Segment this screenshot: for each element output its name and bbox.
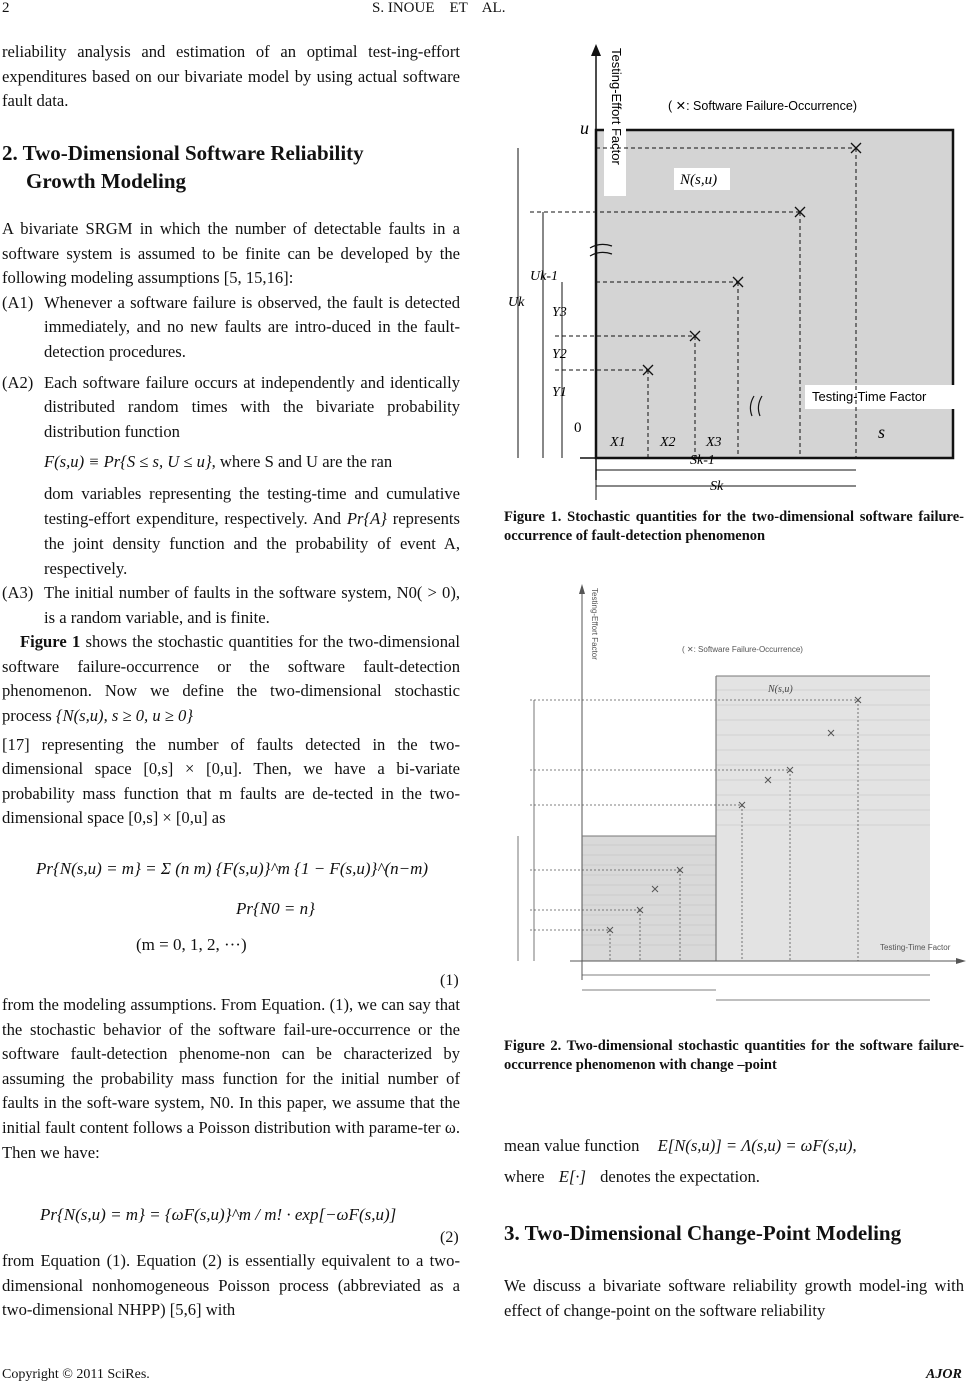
page-number: 2 xyxy=(2,0,10,16)
fig1-x-axis-label: Testing-Time Factor xyxy=(812,389,927,404)
footer-journal: AJOR xyxy=(926,1367,962,1382)
section3-para: We discuss a bivariate software reliability growth model-ing with effect of change-point on the software reliability xyxy=(504,1276,964,1320)
eq2-number: (2) xyxy=(440,1229,459,1246)
figure2-diagram xyxy=(500,580,966,1025)
fig2-y-axis-label: Testing-Effort Factor xyxy=(590,588,599,660)
where-lead: where xyxy=(504,1167,545,1186)
mean-value-line: mean value function E[N(s,u)] = Λ(s,u) = ωF(s,u), xyxy=(504,1136,857,1155)
section2-heading-line1: 2. Two-Dimensional Software Reliability xyxy=(2,141,364,165)
fig1-legend: ( ✕: Software Failure-Occurrence) xyxy=(668,99,857,113)
fig1-s: s xyxy=(878,422,886,442)
running-title: S. INOUE ET AL. xyxy=(372,0,506,16)
a3-label: (A3) xyxy=(2,582,34,602)
intro-paragraph: reliability analysis and estimation of an optimal test-ing-effort expenditures based on our bivariate model by using actual software fault data. xyxy=(2,42,460,111)
a2-formula2: Pr{A} xyxy=(346,508,387,528)
eq1-number: (1) xyxy=(440,972,459,989)
fig2-x-arrow-icon xyxy=(956,958,966,964)
mean-formula: E[N(s,u)] = Λ(s,u) = ωF(s,u) xyxy=(657,1136,853,1155)
section2-para1: A bivariate SRGM in which the number of detectable faults in a software system is assumed to be finite can be developed by the following modeling assumptions [5, 15,16]: xyxy=(2,219,460,288)
a2-formula: F(s,u) ≡ Pr{S ≤ s, U ≤ u} xyxy=(44,452,212,472)
left-column xyxy=(2,40,460,114)
section2-para3: from the modeling assumptions. From Equation. (1), we can say that the stochastic behavior of the software fail-ure-occurrence or the software fault-detection phenome-non can be characterized by assuming the probability mass function for the initial number of faults in the soft-ware system, N0. In this paper, we assume that the initial fault content follows a Poisson distribution with parame-ter ω. Then we have: xyxy=(2,995,460,1162)
a2-text: Each software failure occurs at independently and identically distributed random times with the bivariate probability distribution function xyxy=(44,372,460,441)
a1-text: Whenever a software failure is observed, the fault is detected immediately, and no new faults are intro-duced in the fault-detection procedures. xyxy=(44,292,460,361)
fig2-y-arrow-icon xyxy=(579,584,585,594)
assumption-a2 xyxy=(2,371,460,581)
a2-cont: , where S and U are the ran xyxy=(211,452,393,472)
a1-label: (A1) xyxy=(2,292,34,312)
fig1-x3: X3 xyxy=(706,435,722,450)
fig2-region-label: N(s,u) xyxy=(768,684,793,695)
fig1-x2: X2 xyxy=(660,435,676,450)
figure2-caption: Figure 2. Two-dimensional stochastic quantities for the software failure-occurrence phenomenon with change –point xyxy=(504,1038,964,1073)
para2-formula: {N(s,u), s ≥ 0, u ≥ 0} xyxy=(55,705,193,725)
assumption-a1 xyxy=(2,291,460,365)
eq1-line3: (m = 0, 1, 2, ···) xyxy=(136,935,247,954)
equation-2: Pr{N(s,u) = m} = {ωF(s,u)}^m / m! · exp[−ωF(s,u)] xyxy=(40,1205,397,1224)
mean-lead: mean value function xyxy=(504,1136,640,1155)
section2-heading-line2: Growth Modeling xyxy=(26,169,187,193)
fig1-y-axis-label: Testing-Effort Factor xyxy=(609,48,624,165)
fig1-origin: 0 xyxy=(574,420,582,436)
fig1-uk: Uk xyxy=(508,295,525,310)
where-formula: E[·] xyxy=(558,1167,586,1186)
figure1-ref: Figure 1 xyxy=(20,632,81,652)
section2-para4: from Equation (1). Equation (2) is essentially equivalent to a two-dimensional nonhomogeneous Poisson process (abbreviated as a two-dimensional NHPP) [5,6] with xyxy=(2,1251,460,1320)
fig1-uk1: Uk-1 xyxy=(530,269,558,284)
a3-text: The initial number of faults in the software system, N0( > 0), is a random variable, and is finite. xyxy=(44,582,460,627)
fig1-sk: Sk xyxy=(710,479,724,494)
equation-1 xyxy=(36,856,428,958)
section2-para2 xyxy=(2,630,460,728)
assumption-a3 xyxy=(2,581,460,630)
fig1-region-label: N(s,u) xyxy=(680,172,718,188)
section3-heading: 3. Two-Dimensional Change-Point Modeling xyxy=(504,1221,902,1245)
fig2-legend: ( ✕: Software Failure-Occurrence) xyxy=(682,645,803,654)
fig2-x-axis-label: Testing-Time Factor xyxy=(880,943,951,952)
fig2-region-upper xyxy=(716,676,930,961)
section2-para2-cont: [17] representing the number of faults detected in the two-dimensional space [0,s] × [0,u]. Then, we have a bi-variate probability mass function that m faults are de-tected in the two-dimensional space [0,s] × [0,u] as xyxy=(2,734,460,828)
section2-heading xyxy=(2,139,460,195)
fig1-y3: Y3 xyxy=(552,305,567,320)
fig1-sk1: Sk-1 xyxy=(690,453,715,468)
eq1-line1: Pr{N(s,u) = m} = Σ (n m) {F(s,u)}^m {1 − F(s,u)}^(n−m) xyxy=(36,859,429,878)
fig1-y2: Y2 xyxy=(552,347,567,362)
a2-text2: dom variables representing the testing-time and cumulative testing-effort expenditure, respectively. And xyxy=(44,483,460,528)
fig1-x1: X1 xyxy=(610,435,626,450)
a2-text3: represents the joint density function and the probability of event A, respectively. xyxy=(44,508,461,578)
footer-copyright: Copyright © 2011 SciRes. xyxy=(2,1367,150,1382)
where-text: denotes the expectation. xyxy=(600,1167,760,1186)
eq1-line2: Pr{N0 = n} xyxy=(236,899,315,918)
figure1-diagram xyxy=(500,40,966,500)
where-line xyxy=(504,1165,964,1190)
figure1-caption: Figure 1. Stochastic quantities for the two-dimensional software failure-occurrence of fault-detection phenomenon xyxy=(504,509,964,544)
fig1-u: u xyxy=(580,118,589,138)
fig1-y1: Y1 xyxy=(552,385,567,400)
para2-text: shows the stochastic quantities for the two-dimensional software failure-occurrence or the software fault-detection phenomenon. Now we define the two-dimensional stochastic process xyxy=(2,632,460,725)
fig1-y-arrow-icon xyxy=(591,44,601,56)
a2-label: (A2) xyxy=(2,372,34,392)
